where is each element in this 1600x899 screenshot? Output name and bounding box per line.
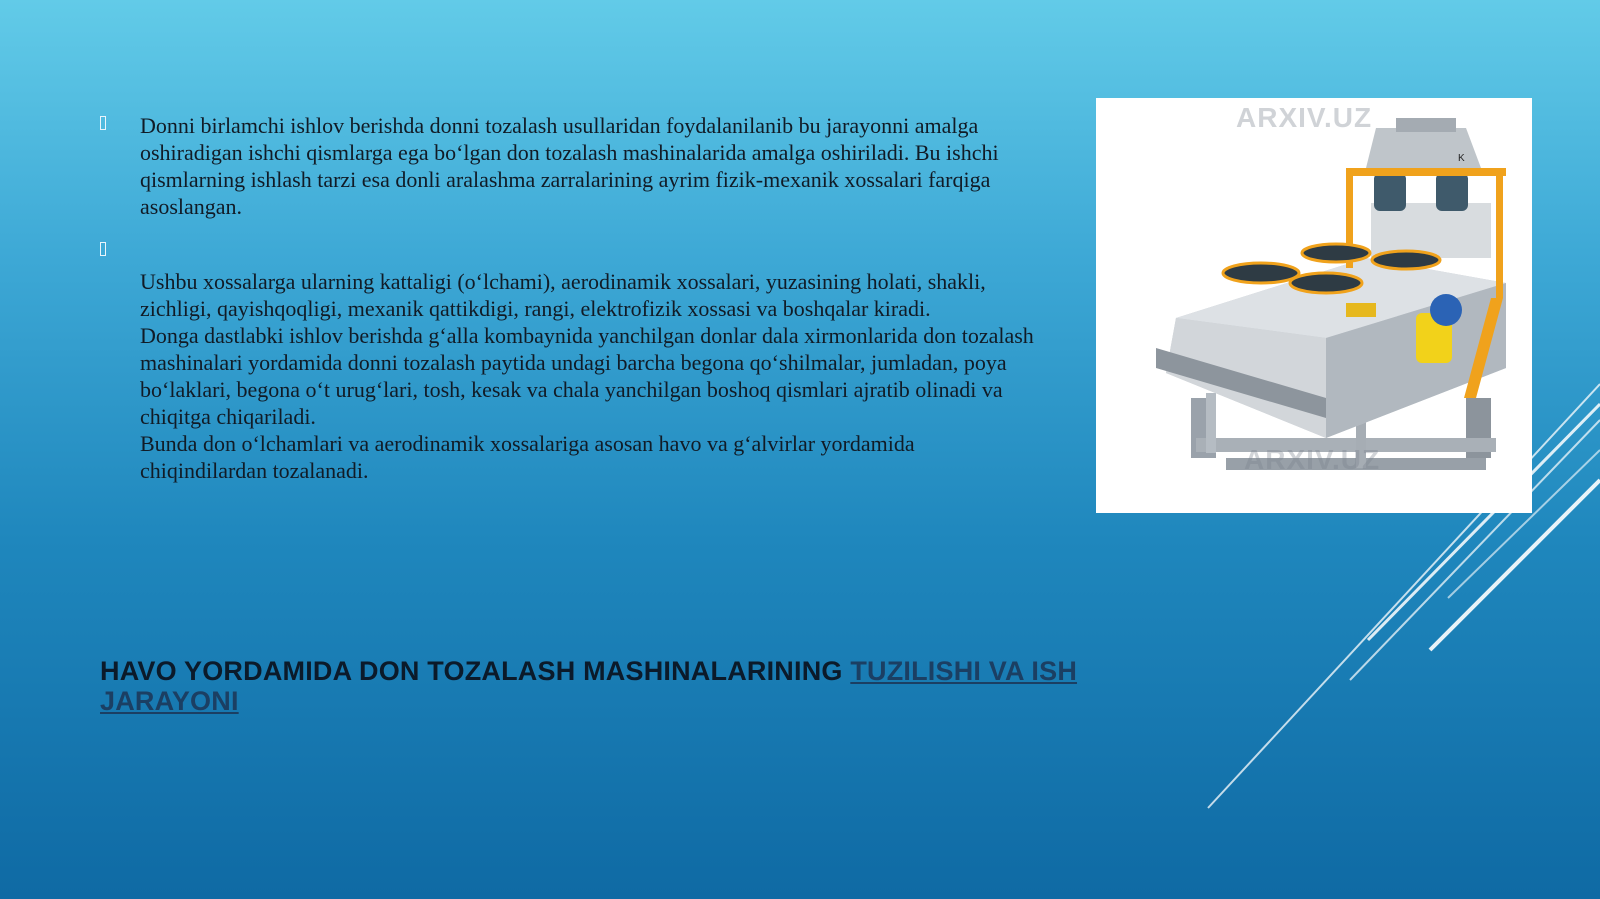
paragraph-4-text: Bunda don o‘lchamlari va aerodinamik xossalariga asosan havo va g‘alvirlar yordamida chiqindilardan tozalanadi. bbox=[140, 431, 915, 483]
body-text bbox=[100, 112, 1040, 484]
bullet-square-icon bbox=[100, 242, 106, 256]
slide-title bbox=[100, 656, 1190, 716]
paragraph-3-text: Donga dastlabki ishlov berishda g‘alla kombaynida yanchilgan donlar dala xirmonlarida don tozalash mashinalari yordamida donni tozalash paytida undagi barcha begona qo‘shilmalar, jumladan, poya bo‘laklari, begona o‘t urug‘lari, tosh, kesak va chala yanchilgan boshoq qismlari ajratib olinadi va chiqitga chiqariladi. bbox=[140, 323, 1034, 429]
title-text: HAVO YORDAMIDA DON TOZALASH MASHINALARINING bbox=[100, 656, 851, 686]
title-link[interactable]: TUZILISHI VA ISH JARAYONI bbox=[100, 656, 1078, 716]
paragraph-1 bbox=[100, 112, 1040, 220]
bullet-square-icon bbox=[100, 116, 106, 130]
plate-text: K bbox=[1458, 153, 1465, 164]
watermark-text: ARXIV.UZ bbox=[1236, 102, 1373, 133]
paragraph-2-text: Ushbu xossalarga ularning kattaligi (o‘lchami), aerodinamik xossalari, yuzasining holati, shakli, zichligi, qayishqoqligi, mexanik qattikdigi, rangi, elektrofizik xossasi va boshqalar kiradi. bbox=[140, 269, 986, 321]
machine-photo bbox=[1096, 98, 1532, 513]
paragraph-1-text: Donni birlamchi ishlov berishda donni tozalash usullaridan foydalanilanib bu jarayonni amalga oshiradigan ishchi qismlarga ega bo‘lgan don tozalash mashinalarida amalga oshiriladi. Bu ishchi qismlarning ishlash tarzi esa donli aralashma zarralarining ayrim fizik-mexanik xossalari farqiga asoslangan. bbox=[140, 113, 999, 219]
paragraph-2 bbox=[100, 238, 1040, 484]
watermark-text-2: ARXIV.UZ bbox=[1244, 444, 1381, 475]
